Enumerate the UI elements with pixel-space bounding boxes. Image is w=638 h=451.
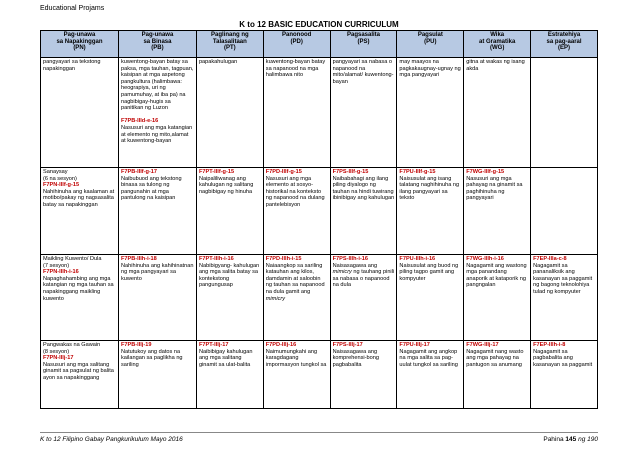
table-cell: gitna at wakas ng isang akda [464,58,531,168]
table-cell: F7PS-IIIh-i-16 Naisasagawa ang mimicry ng tauhang pinili sa nabasa o napanood na dula [330,255,397,341]
table-cell: F7PS-IIIj-17 Naisasagawa ang komprehensi-bong pagbabalita [330,341,397,409]
table-cell: pangyayari sa tekstong napakinggan [41,58,119,168]
footer-document-title: K to 12 Filipino Gabay Pangkurikulum Mayo 2016 [40,436,183,443]
table-cell: F7PT-IIIj-17 Naibibigay kahulugan ang mga salitang ginamit sa ulat-balita [196,341,263,409]
table-cell: may maayos na pagkakaugnay-ugnay ng mga pangyayari [397,58,464,168]
column-header: Pagsulat (PU) [397,31,464,58]
footer-divider [40,432,598,433]
table-row [41,58,598,168]
table-cell: F7WG-IIIh-i-16 Nagagamit ang wastong mga panandang anaporik at kataporik ng pangngalan [464,255,531,341]
table-cell: F7PD-IIIj-16 Naimumungkahi ang karagdagang impormasyon tungkol sa [263,341,330,409]
table-cell: F7PU-IIIh-i-16 Naisusulat ang buod ng piling tagpo gamit ang kompyuter [397,255,464,341]
column-header: Estratehiya sa pag-aaral (EP) [531,31,598,58]
table-cell: Sanaysay (6 na sesyon) F7PN-IIIf-g-15 Nahihinuha ang kaalaman at motibo/pakay ng nagsasalita batay sa napakinggan [41,168,119,255]
header-label: Educational Projams [40,5,105,12]
table-row [41,168,598,255]
column-header: Paglinang ng Talasalitaan (PT) [196,31,263,58]
table-cell: F7PB-IIIh-i-18 Nahihinuha ang kahihinatnan ng mga pangyayari sa kuwento [118,255,196,341]
table-row [41,341,598,409]
table-cell: F7EP-IIIh-i-8 Nagagamit sa pagbabalita ang kasanayan sa paggamit [531,341,598,409]
table-cell: F7PS-IIIf-g-15 Naibabahagi ang ilang piling diyalogo ng tauhan na hindi tuwirang ibinibigay ang kahulugan [330,168,397,255]
table-header-row [41,31,598,58]
table-cell: papakahulugan [196,58,263,168]
table-cell: Maikling Kuwento/ Dula (7 sesyon) F7PN-IIIh-i-16 Napaghahambing ang mga katangian ng mga tauhan sa napakinggang maikling kuwento [41,255,119,341]
table-cell: F7EP-IIIa-c-8 Nagagamit sa pananaliksik ang kasanayan sa paggamit ng bagong teknolohiya tulad ng kompyuter [531,255,598,341]
table-cell: kuwentong-bayan batay sa paksa, mga tauhan, tagpuan, kaisipan at mga aspetong pangkultura (halimbawa: heograpiya, uri ng pamumuhay, at iba pa) na nagbibigay-hugis sa panitikan ng Luzon F7PB-IIId-e-16 Nasusuri ang mga katangian at elemento ng mito,alamat at kuwentong-bayan [118,58,196,168]
table-cell: Pangwakas na Gawain (8 sesyon) F7PN-IIIj-17 Nasusuri ang mga salitang ginamit sa pagsulat ng balita ayon sa napakinggang [41,341,119,409]
table-cell [531,168,598,255]
table-row [41,255,598,341]
column-header: Pag-unawa sa Binasa (PB) [118,31,196,58]
table-cell: F7PU-IIIf-g-15 Naisusulat ang isang talatang naghihinuha ng ilang pangyayari sa teksto [397,168,464,255]
table-cell: F7PT-IIIh-i-16 Nabibigyang- kahulugan ang mga salita batay sa kontekstong pangungusap [196,255,263,341]
table-cell: F7WG-IIIj-17 Nagagamit nang wasto ang mga pahayag na pantugon sa anumang [464,341,531,409]
column-header: Pag-unawa sa Napakinggan (PN) [41,31,119,58]
curriculum-table [40,30,598,409]
footer-page-number: Pahina 145 ng 190 [543,436,598,443]
column-header: Pagsasalita (PS) [330,31,397,58]
table-cell: pangyayari sa nabasa o napanood na mito/alamat/ kuwentong-bayan [330,58,397,168]
page-title: K to 12 BASIC EDUCATION CURRICULUM [239,20,399,29]
column-header: Wika at Gramatika (WG) [464,31,531,58]
table-cell [531,58,598,168]
table-cell: F7PD-IIIh-i-15 Naiaangkop sa sariling katauhan ang kilos, damdamin at saloobin ng tauhan sa napanood na dula gamit ang mimicry [263,255,330,341]
table-cell: F7PU-IIIj-17 Nagagamit ang angkop na mga salita sa pag-uulat tungkol sa sariling [397,341,464,409]
table-cell: F7PB-IIIj-19 Natutukoy ang datos na kailangan sa paglikha ng sariling [118,341,196,409]
table-cell: F7PD-IIIf-g-15 Nasusuri ang mga elemento at sosyo-historikal na konteksto ng napanood na dulang pantelebisyon [263,168,330,255]
table-cell: F7PT-IIIf-g-15 Naipaliliwanag ang kahulugan ng salitang nagbibigay ng hinuha [196,168,263,255]
table-cell: kuwentong-bayan batay sa napanood na mga halimbawa nito [263,58,330,168]
column-header: Panonood (PD) [263,31,330,58]
table-cell: F7PB-IIIf-g-17 Naibubuod ang tekstong binasa sa tulong ng pangunahin at mga pantulong na kaisipan [118,168,196,255]
table-cell: F7WG-IIIf-g-15 Nasusuri ang mga pahayag na ginamit sa paghihinuha ng pangyayari [464,168,531,255]
